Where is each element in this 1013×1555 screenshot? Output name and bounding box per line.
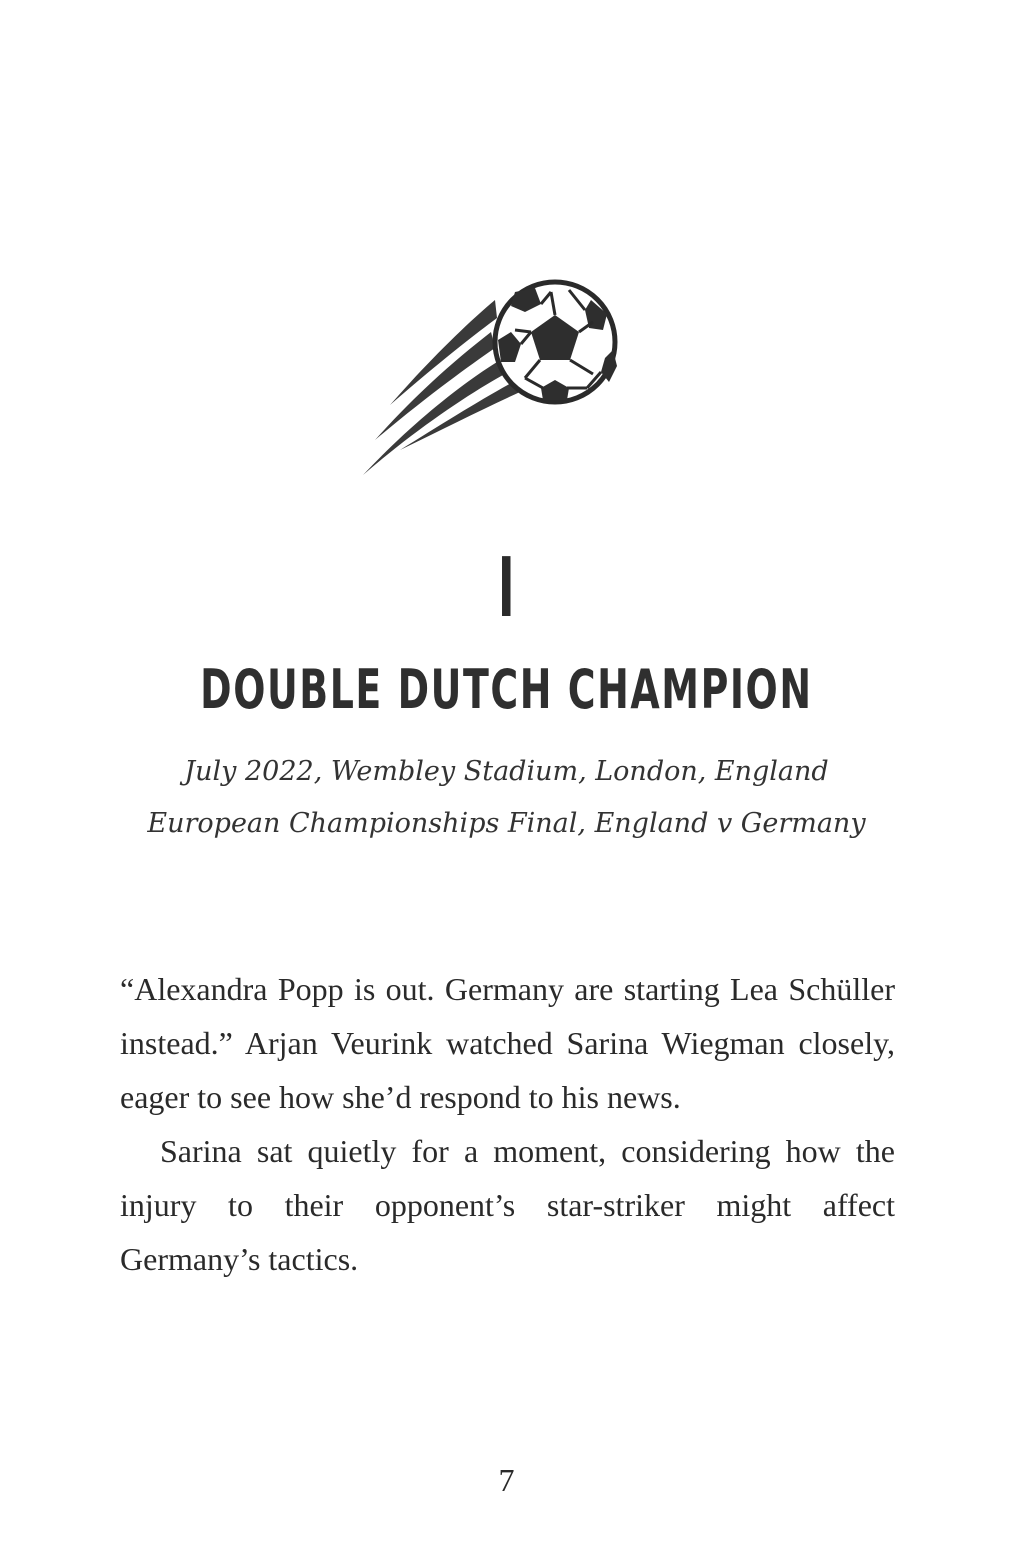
chapter-event: European Championships Final, England v Germany	[147, 808, 866, 839]
paragraph: Sarina sat quietly for a moment, considering how the injury to their opponent’s star-striker might affect Germany’s tactics.	[120, 1133, 895, 1277]
soccer-ball-icon	[355, 270, 625, 485]
paragraph: “Alexandra Popp is out. Germany are starting Lea Schüller instead.” Arjan Veurink watched Sarina Wiegman closely, eager to see how she’d respond to his news.	[120, 971, 895, 1115]
chapter-dateline: July 2022, Wembley Stadium, London, England	[184, 756, 829, 787]
body-text	[120, 962, 895, 1286]
page-number: 7	[498, 1462, 515, 1498]
chapter-number: I	[497, 541, 515, 636]
chapter-title: DOUBLE DUTCH CHAMPION	[200, 658, 813, 721]
